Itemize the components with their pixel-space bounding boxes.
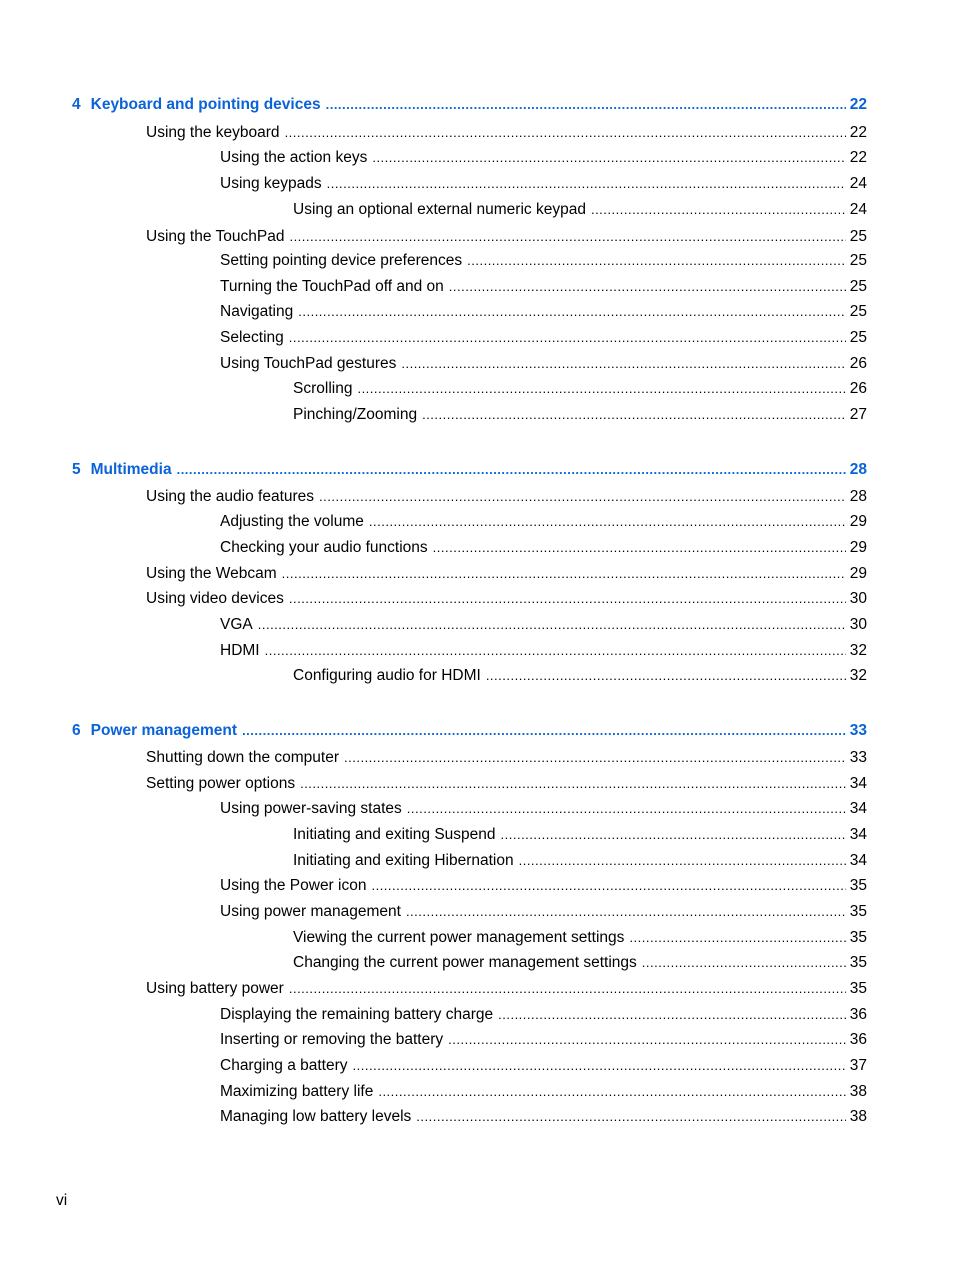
entry-title: VGA [220,616,253,633]
toc-entry[interactable] [220,302,867,322]
page-ref: 34 [849,800,867,817]
toc-entry[interactable] [220,538,867,558]
entry-title: Scrolling [293,380,353,397]
toc-entry[interactable] [220,1082,867,1102]
toc-entry[interactable] [220,615,867,635]
entry-title: HDMI [220,642,260,659]
toc-entry[interactable] [146,979,867,999]
chapter-number: 6 [72,722,81,739]
entry-title: Managing low battery levels [220,1108,412,1125]
page-ref: 38 [849,1083,867,1100]
entry-title: Initiating and exiting Suspend [293,826,496,843]
toc-entry[interactable] [220,641,867,661]
toc-entry[interactable] [146,227,867,247]
page-ref: 30 [849,616,867,633]
dot-leader [300,774,846,794]
entry-title: Using battery power [146,980,284,997]
toc-entry[interactable] [146,748,867,768]
entry-title: Viewing the current power management settings [293,929,625,946]
page-ref: 27 [849,406,867,423]
dot-leader [591,200,846,220]
page-ref: 22 [849,149,867,166]
dot-leader [327,174,846,194]
dot-leader [285,123,846,143]
page-number: vi [56,1192,68,1209]
entry-title: Configuring audio for HDMI [293,667,481,684]
dot-leader [642,953,846,973]
page-ref: 29 [849,539,867,556]
entry-title: Using the Power icon [220,877,367,894]
dot-leader [629,928,845,948]
toc-entry[interactable] [146,589,867,609]
entry-title: Initiating and exiting Hibernation [293,852,514,869]
page-ref: 25 [849,228,867,245]
entry-title: Charging a battery [220,1057,348,1074]
dot-leader [265,641,846,661]
toc-entry[interactable] [220,1030,867,1050]
page-ref: 25 [849,303,867,320]
page-ref: 35 [849,929,867,946]
page-ref: 24 [849,201,867,218]
dot-leader [258,615,846,635]
chapter-title: Multimedia [90,461,172,478]
toc-entry[interactable] [293,666,867,686]
dot-leader [378,1082,845,1102]
page-ref: 32 [849,642,867,659]
dot-leader [289,227,845,247]
entry-title: Turning the TouchPad off and on [220,278,444,295]
page-ref: 26 [849,380,867,397]
dot-leader [498,1005,846,1025]
dot-leader [406,902,846,922]
entry-title: Shutting down the computer [146,749,340,766]
chapter-title: Keyboard and pointing devices [90,96,321,113]
toc-chapter-entry[interactable] [72,460,867,480]
page-ref: 28 [849,488,867,505]
dot-leader [467,251,846,271]
dot-leader [422,405,846,425]
toc-entry[interactable] [220,1056,867,1076]
entry-title: Using the action keys [220,149,368,166]
page-ref: 34 [849,852,867,869]
page-ref: 29 [849,565,867,582]
dot-leader [289,589,846,609]
dot-leader [289,328,846,348]
dot-leader [448,1030,846,1050]
toc-entry[interactable] [220,277,867,297]
dot-leader [289,979,846,999]
toc-entry[interactable] [220,1005,867,1025]
toc-entry[interactable] [220,328,867,348]
page-ref: 25 [849,278,867,295]
toc-entry[interactable] [220,148,867,168]
toc-chapter-entry[interactable] [72,95,867,115]
entry-title: Inserting or removing the battery [220,1031,444,1048]
chapter-number: 4 [72,96,81,113]
page-ref: 28 [849,461,867,478]
toc-entry[interactable] [293,953,867,973]
page-ref: 36 [849,1006,867,1023]
toc-entry[interactable] [220,512,867,532]
page-ref: 25 [849,329,867,346]
toc-entry[interactable] [146,564,867,584]
toc-entry[interactable] [293,928,867,948]
dot-leader [369,512,846,532]
dot-leader [298,302,846,322]
entry-title: Selecting [220,329,284,346]
page-ref: 26 [849,355,867,372]
dot-leader [401,354,845,374]
page-ref: 35 [849,954,867,971]
dot-leader [407,799,846,819]
toc-entry[interactable] [146,487,867,507]
entry-title: Maximizing battery life [220,1083,374,1100]
page-ref: 33 [849,722,867,739]
toc-entry[interactable] [220,876,867,896]
toc-entry[interactable] [293,379,867,399]
entry-title: Using keypads [220,175,322,192]
dot-leader [326,95,846,115]
page-ref: 22 [849,96,867,113]
toc-entry[interactable] [293,405,867,425]
page-ref: 30 [849,590,867,607]
entry-title: Setting power options [146,775,296,792]
chapter-title: Power management [90,722,238,739]
page-ref: 38 [849,1108,867,1125]
entry-title: Navigating [220,303,294,320]
dot-leader [372,148,845,168]
toc-entry[interactable] [220,902,867,922]
entry-title: Using the keyboard [146,124,280,141]
page-ref: 35 [849,980,867,997]
toc-entry[interactable] [146,774,867,794]
page-ref: 29 [849,513,867,530]
entry-title: Checking your audio functions [220,539,428,556]
toc-entry[interactable] [220,1107,867,1127]
toc-entry[interactable] [220,354,867,374]
page-ref: 25 [849,252,867,269]
page-ref: 37 [849,1057,867,1074]
page-ref: 35 [849,877,867,894]
page-ref: 34 [849,826,867,843]
entry-title: Setting pointing device preferences [220,252,463,269]
dot-leader [319,487,846,507]
dot-leader [433,538,846,558]
toc-entry[interactable] [220,251,867,271]
toc-entry[interactable] [293,851,867,871]
dot-leader [242,721,846,741]
page-ref: 34 [849,775,867,792]
dot-leader [177,460,846,480]
dot-leader [357,379,845,399]
dot-leader [416,1107,845,1127]
entry-title: Using the TouchPad [146,228,285,245]
dot-leader [486,666,846,686]
entry-title: Adjusting the volume [220,513,364,530]
entry-title: Using video devices [146,590,284,607]
dot-leader [371,876,845,896]
dot-leader [282,564,846,584]
toc-entry[interactable] [293,825,867,845]
dot-leader [344,748,846,768]
entry-title: Using an optional external numeric keypad [293,201,586,218]
page-ref: 36 [849,1031,867,1048]
entry-title: Displaying the remaining battery charge [220,1006,494,1023]
entry-title: Pinching/Zooming [293,406,418,423]
dot-leader [501,825,846,845]
page-ref: 32 [849,667,867,684]
dot-leader [353,1056,846,1076]
entry-title: Using power management [220,903,401,920]
entry-title: Using TouchPad gestures [220,355,397,372]
page-ref: 24 [849,175,867,192]
entry-title: Changing the current power management settings [293,954,637,971]
entry-title: Using power-saving states [220,800,402,817]
toc-entry[interactable] [293,200,867,220]
page-ref: 33 [849,749,867,766]
dot-leader [449,277,846,297]
page-ref: 22 [849,124,867,141]
toc-entry[interactable] [220,174,867,194]
page-ref: 35 [849,903,867,920]
entry-title: Using the Webcam [146,565,277,582]
toc-chapter-entry[interactable] [72,721,867,741]
entry-title: Using the audio features [146,488,315,505]
toc-entry[interactable] [220,799,867,819]
chapter-number: 5 [72,461,81,478]
dot-leader [519,851,846,871]
toc-entry[interactable] [146,123,867,143]
